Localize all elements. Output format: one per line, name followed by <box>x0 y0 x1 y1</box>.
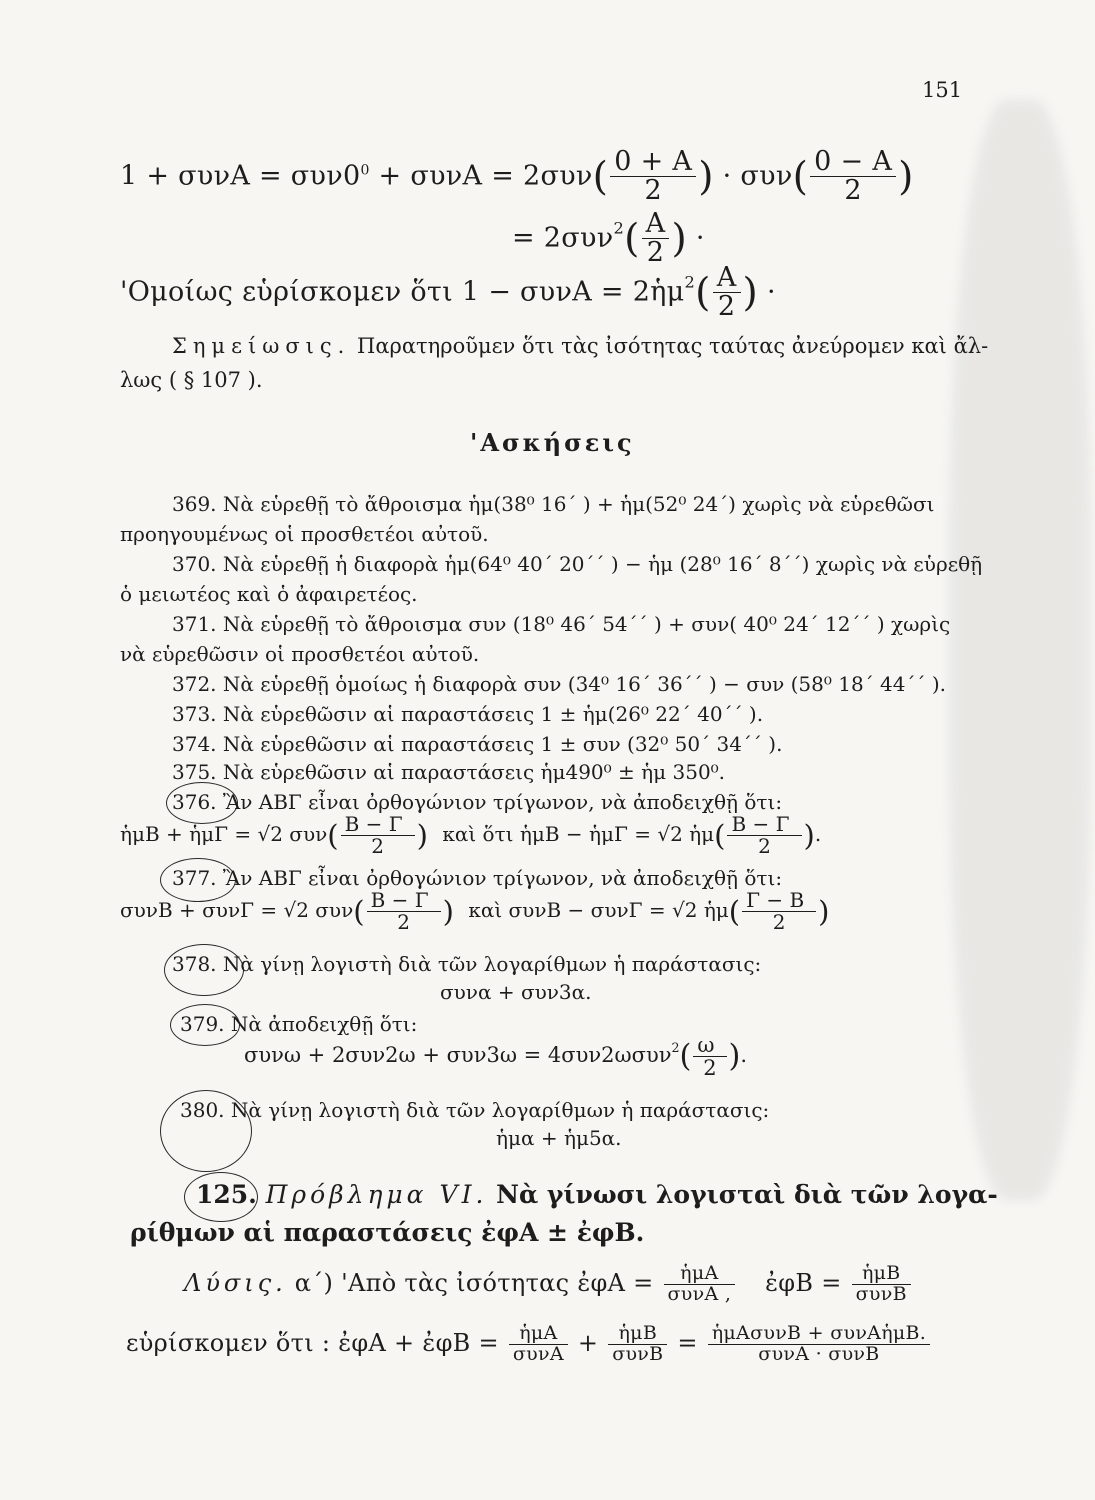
note-line-1: Σημείωσις. Παρατηροῦμεν ὅτι τὰς ἰσότητας ταύτας ἀνεύρομεν καὶ ἄλ- <box>172 334 989 358</box>
exercise-373: 373. Νὰ εὑρεθῶσιν αἱ παραστάσεις 1 ± ἡμ(26⁰ 22΄ 40΄΄ ). <box>172 702 764 726</box>
problem-title-line-2: ρίθμων αἱ παραστάσεις ἐφA ± ἐφB. <box>130 1218 645 1247</box>
exercise-374: 374. Νὰ εὑρεθῶσιν αἱ παραστάσεις 1 ± συν (32⁰ 50΄ 34΄΄ ). <box>172 732 783 756</box>
exercise-378-expression: συνα + συν3α. <box>440 980 592 1004</box>
exercise-379-equation: συνω + 2συν2ω + συν3ω = 4συν2ωσυν$^2$( $\frac{\omega}{2}$ ). <box>244 1033 748 1081</box>
exercise-380: 380. Νὰ γίνῃ λογιστὴ διὰ τῶν λογαρίθμων ἡ παράστασις: <box>180 1098 770 1122</box>
page-number: 151 <box>922 78 963 102</box>
equation-1: $1 + \sigma\upsilon\nu A = \sigma\upsilon\nu 0^0 + \sigma\upsilon\nu A = 2\sigma\upsilon\nu$( $\frac{0 + A}{2}$ ) · συν( $\frac{0 - A}{2}$ ) <box>120 146 914 207</box>
exercise-372: 372. Νὰ εὑρεθῇ ὁμοίως ἡ διαφορὰ συν (34⁰ 16΄ 36΄΄ ) − συν (58⁰ 18΄ 44΄΄ ). <box>172 672 947 696</box>
exercise-371-line-2: νὰ εὑρεθῶσιν οἱ προσθετέοι αὐτοῦ. <box>120 642 480 666</box>
exercise-370-line-2: ὁ μειωτέος καὶ ὁ ἀφαιρετέος. <box>120 582 418 606</box>
exercise-369-line-1: 369. Νὰ εὑρεθῇ τὸ ἄθροισμα ἡμ(38⁰ 16΄ ) + ἡμ(52⁰ 24΄) χωρὶς νὰ εὑρεθῶσι <box>172 492 935 516</box>
solution-line-1: Λύσις. α΄) 'Απὸ τὰς ἰσότητας ἐφA = $\frac{\text{ἡμA}}{\text{συνA ,}}$ ἐφB = $\frac{\text{ἡμB}}{\text{συνB}}$ <box>184 1264 913 1305</box>
scan-smudge <box>950 100 1090 1200</box>
exercise-379: 379. Νὰ ἀποδειχθῇ ὅτι: <box>180 1012 418 1036</box>
exercise-377-equation: συνB + συνΓ = √2 συν( $\frac{B - \Gamma}{2}$ ) καὶ συνB − συνΓ = √2 ἡμ( $\frac{\Gamma - B}{2}$ ) <box>120 888 830 934</box>
exercise-377: 377. Ἂν ΑΒΓ εἶναι ὀρθογώνιον τρίγωνον, νὰ ἀποδειχθῇ ὅτι: <box>172 866 783 890</box>
equation-3: 'Ομοίως εὑρίσκομεν ὅτι 1 − συνA = 2ἡμ$^2$( $\frac{A}{2}$ ) · <box>120 262 776 323</box>
exercises-heading: 'Ασκήσεις <box>470 428 635 457</box>
exercise-375: 375. Νὰ εὑρεθῶσιν αἱ παραστάσεις ἡμ490⁰ ± ἡμ 350⁰. <box>172 760 726 784</box>
exercise-376-equation: ἡμB + ἡμΓ = √2 συν( $\frac{B - \Gamma}{2}$ ) καὶ ὅτι ἡμB − ἡμΓ = √2 ἡμ( $\frac{B - \Gamma}{2}$ ). <box>120 812 822 858</box>
equation-2: = 2συν$^2$( $\frac{A}{2}$ ) · <box>512 208 705 269</box>
problem-title-line-1: 125. Πρόβλημα VI. Νὰ γίνωσι λογισταὶ διὰ τῶν λογα- <box>196 1180 998 1209</box>
note-line-2: λως ( § 107 ). <box>120 368 263 392</box>
exercise-376: 376. Ἂν ΑΒΓ εἶναι ὀρθογώνιον τρίγωνον, νὰ ἀποδειχθῇ ὅτι: <box>172 790 783 814</box>
solution-line-2: εὑρίσκομεν ὅτι : ἐφA + ἐφB = $\frac{\text{ἡμA}}{\text{συνA}}$ + $\frac{\text{ἡμB}}{\text{συνB}}$ = $\frac{\text{ἡμAσυνB + συνAἡμB.}}{\text{συνA · συνB}}$ <box>126 1324 932 1365</box>
exercise-370-line-1: 370. Νὰ εὑρεθῇ ἡ διαφορὰ ἡμ(64⁰ 40΄ 20΄΄ ) − ἡμ (28⁰ 16΄ 8΄΄) χωρὶς νὰ εὑρεθῇ <box>172 552 983 576</box>
exercise-378: 378. Νὰ γίνῃ λογιστὴ διὰ τῶν λογαρίθμων ἡ παράστασις: <box>172 952 762 976</box>
exercise-369-line-2: προηγουμένως οἱ προσθετέοι αὐτοῦ. <box>120 522 489 546</box>
exercise-371-line-1: 371. Νὰ εὑρεθῇ τὸ ἄθροισμα συν (18⁰ 46΄ 54΄΄ ) + συν( 40⁰ 24΄ 12΄΄ ) χωρὶς <box>172 612 951 636</box>
exercise-380-expression: ἡμα + ἡμ5α. <box>496 1126 622 1150</box>
